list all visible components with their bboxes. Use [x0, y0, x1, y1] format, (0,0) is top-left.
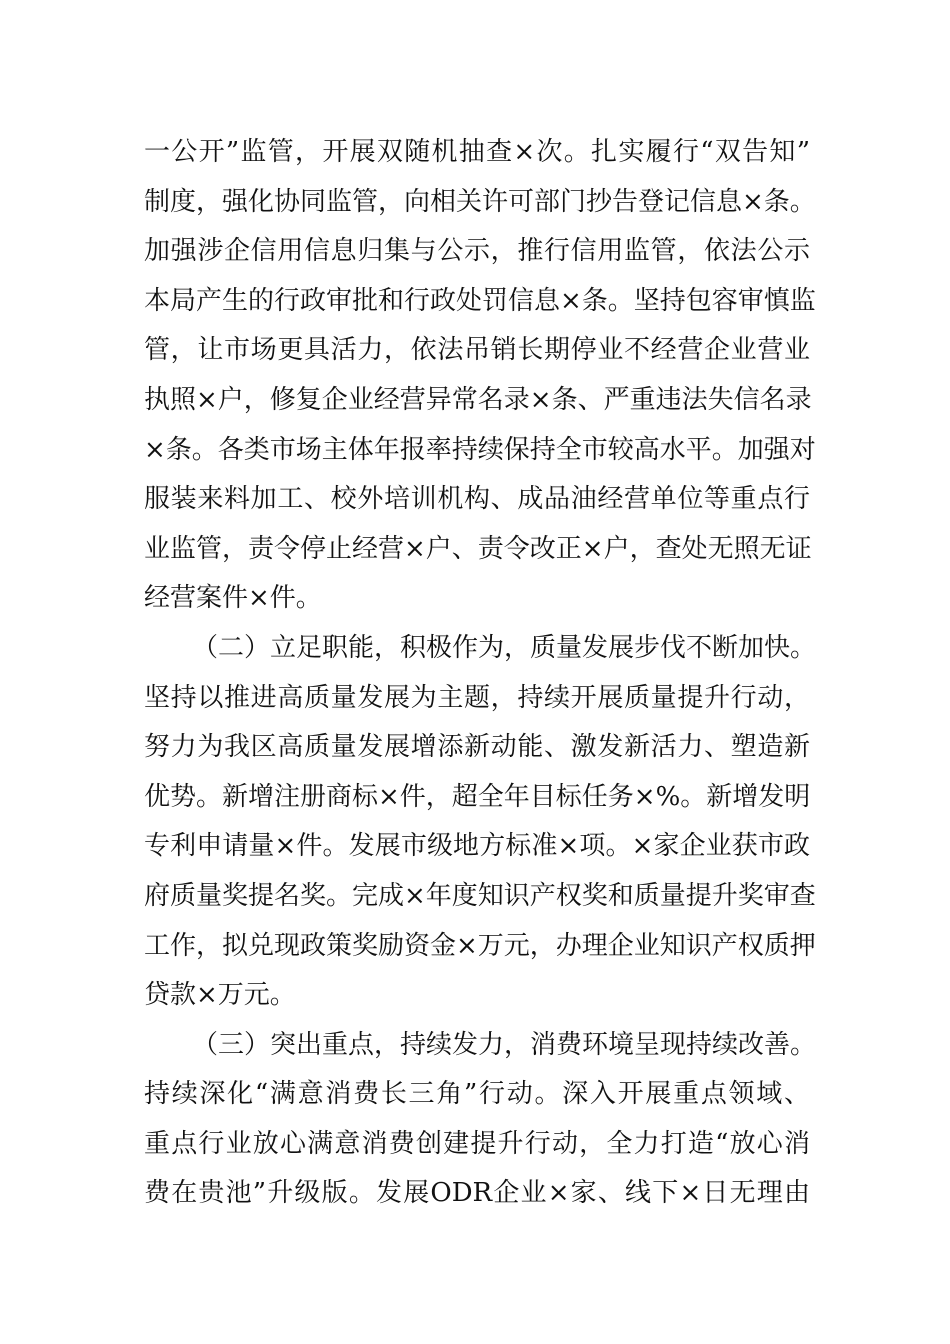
text-line: 府质量奖提名奖。完成×年度知识产权奖和质量提升奖审查 [144, 880, 816, 911]
text-line: 持续深化“满意消费长三角”行动。深入开展重点领域、 [144, 1079, 810, 1110]
text-line: 经营案件×件。 [144, 583, 322, 614]
text-line: 重点行业放心满意消费创建提升行动，全力打造“放心消 [144, 1128, 810, 1159]
text-line: 执照×户，修复企业经营异常名录×条、严重违法失信名录 [144, 384, 812, 415]
text-line: 贷款×万元。 [144, 980, 296, 1011]
section-heading: （三）突出重点，持续发力，消费环境呈现持续改善。 [192, 1029, 817, 1060]
text-line: 管，让市场更具活力，依法吊销长期停业不经营企业营业 [144, 335, 810, 366]
text-line: 业监管，责令停止经营×户、责令改正×户，查处无照无证 [144, 533, 812, 564]
document-body [144, 128, 817, 1219]
text-line: 加强涉企信用信息归集与公示，推行信用监管，依法公示 [144, 236, 810, 267]
text-line: 努力为我区高质量发展增添新动能、激发新活力、塑造新 [144, 732, 810, 763]
text-line: 专利申请量×件。发展市级地方标准×项。×家企业获市政 [144, 831, 810, 862]
text-line: 一公开”监管，开展双随机抽查×次。扎实履行“双告知” [144, 137, 810, 167]
text-line: 优势。新增注册商标×件，超全年目标任务×%。新增发明 [144, 781, 811, 812]
text-line: ×条。各类市场主体年报率持续保持全市较高水平。加强对 [144, 434, 816, 465]
section-heading: （二）立足职能，积极作为，质量发展步伐不断加快。 [192, 632, 817, 663]
text-line: 制度，强化协同监管，向相关许可部门抄告登记信息×条。 [144, 186, 816, 217]
text-line: 本局产生的行政审批和行政处罚信息×条。坚持包容审慎监 [144, 285, 816, 316]
text-line: 坚持以推进高质量发展为主题，持续开展质量提升行动， [144, 682, 810, 713]
text-line: 工作，拟兑现政策奖励资金×万元，办理企业知识产权质押 [144, 930, 816, 961]
text-line: 费在贵池”升级版。发展ODR企业×家、线下×日无理由 [144, 1178, 810, 1209]
text-line: 服装来料加工、校外培训机构、成品油经营单位等重点行 [144, 484, 810, 515]
